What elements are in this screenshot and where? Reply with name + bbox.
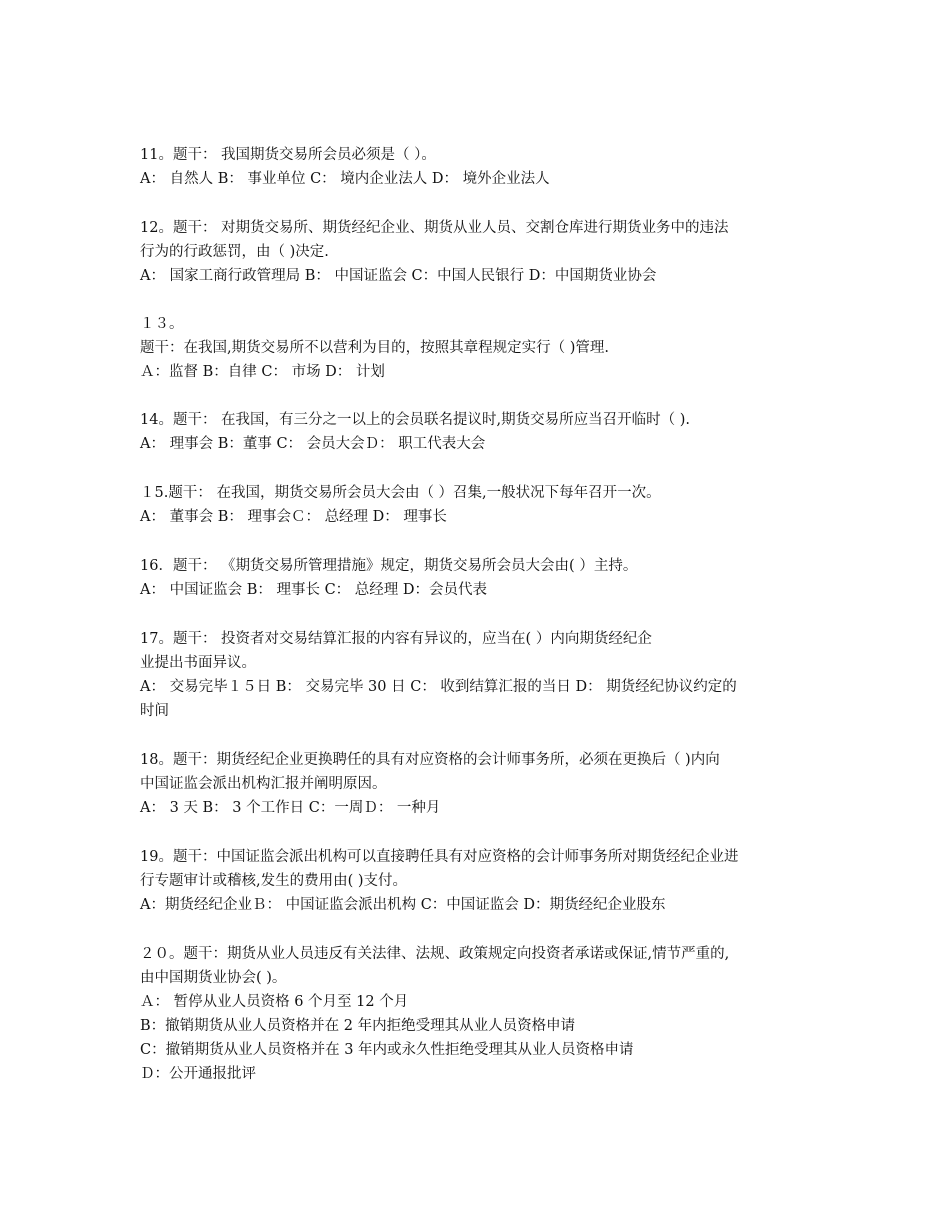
question-18-stem-cont: 中国证监会派出机构汇报并阐明原因。 [140,776,387,792]
question-12-stem: 12。题干： 对期货交易所、期货经纪企业、期货从业人员、交割仓库进行期货业务中的违法 [140,220,729,236]
question-14-stem: 14。题干： 在我国，有三分之一以上的会员联名提议时,期货交易所应当召开临时（ ). [140,412,691,428]
question-13-options: Ａ：监督 B：自律 C： 市场 D： 计划 [140,364,385,380]
question-16-stem: 16．题干： 《期货交易所管理措施》规定，期货交易所会员大会由( ）主持。 [140,558,638,574]
question-15-options: A： 董事会 B： 理事会Ｃ： 总经理 D： 理事长 [140,509,447,525]
question-12-stem-cont: 行为的行政惩罚，由（ )决定. [140,244,329,260]
question-17-stem-cont: 业提出书面异议。 [140,655,256,671]
question-20-option-a: Ａ： 暂停从业人员资格 6 个月至 12 个月 [140,994,409,1010]
question-11-stem: 11。题干： 我国期货交易所会员必须是（ ）。 [140,147,436,163]
question-17-options: A： 交易完毕１５日 B： 交易完毕 30 日 C： 收到结算汇报的当日 D： 期货经纪协议约定的 [140,679,737,695]
question-19-stem: 19。题干：中国证监会派出机构可以直接聘任具有对应资格的会计师事务所对期货经纪企业进 [140,849,739,865]
question-13-number: １３。 [140,316,184,332]
question-12-options: A： 国家工商行政管理局 B： 中国证监会 C：中国人民银行 D：中国期货业协会 [140,268,657,284]
question-20-stem: ２０。题干：期货从业人员违反有关法律、法规、政策规定向投资者承诺或保证,情节严重的, [140,946,730,962]
question-18-options: A： 3 天 B： 3 个工作日 C：一周Ｄ： 一种月 [140,800,441,816]
question-13-stem: 题干：在我国,期货交易所不以营利为目的，按照其章程规定实行（ )管理. [140,340,609,356]
question-11-options: A： 自然人 B： 事业单位 C： 境内企业法人 D： 境外企业法人 [140,171,550,187]
question-18-stem: 18。题干：期货经纪企业更换聘任的具有对应资格的会计师事务所，必须在更换后（ )内向 [140,752,720,768]
question-19-stem-cont: 行专题审计或稽核,发生的费用由( )支付。 [140,873,408,889]
question-17-stem: 17。题干： 投资者对交易结算汇报的内容有异议的，应当在( ）内向期货经纪企 [140,631,652,647]
question-20-option-d: Ｄ：公开通报批评 [140,1066,256,1082]
question-19-options: A：期货经纪企业Ｂ： 中国证监会派出机构 C：中国证监会 D：期货经纪企业股东 [140,897,666,913]
question-20-stem-cont: 由中国期货业协会( )。 [140,970,287,986]
question-16-options: A： 中国证监会 B： 理事长 C： 总经理 D：会员代表 [140,582,487,598]
question-14-options: A： 理事会 B：董事 C： 会员大会Ｄ： 职工代表大会 [140,436,486,452]
question-17-options-cont: 时间 [140,703,169,719]
question-20-option-b: B：撤销期货从业人员资格并在 2 年内拒绝受理其从业人员资格申请 [140,1018,576,1034]
question-20-option-c: C：撤销期货从业人员资格并在 3 年内或永久性拒绝受理其从业人员资格申请 [140,1042,634,1058]
question-15-stem: １5.题干： 在我国，期货交易所会员大会由（ ）召集,一般状况下每年召开一次。 [140,485,661,501]
